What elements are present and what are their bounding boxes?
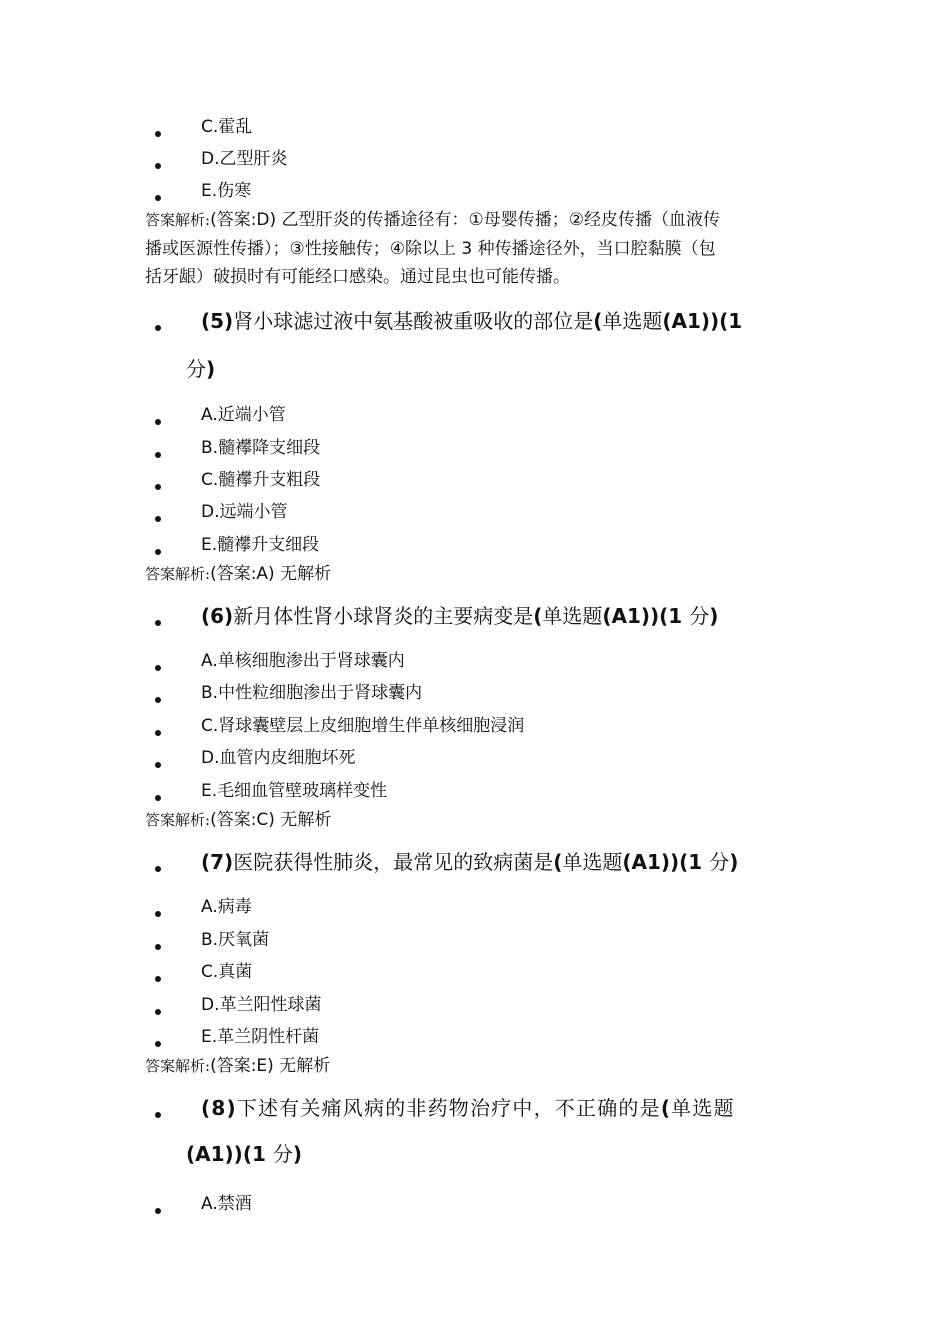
question-text: 医院获得性肺炎，最常见的致病菌是 <box>233 850 554 874</box>
question-stem <box>201 849 738 875</box>
bullet <box>155 976 161 982</box>
option-text: A.病毒 <box>201 897 252 917</box>
bullet <box>155 620 161 626</box>
analysis-text: (答案:E) 无解析 <box>210 1056 331 1076</box>
option-text: D.远端小管 <box>201 502 288 522</box>
score-unit: 分 <box>186 357 206 381</box>
analysis-label: 答案解析: <box>145 211 211 229</box>
question-number: (7) <box>201 850 234 874</box>
option-text: D.血管内皮细胞坏死 <box>201 748 356 768</box>
type-close: ) <box>709 604 719 628</box>
type-open: ( <box>533 604 543 628</box>
bullet <box>155 131 161 137</box>
type-open: ( <box>593 309 603 333</box>
bullet <box>155 484 161 490</box>
bullet <box>155 795 161 801</box>
type-close: ) <box>206 357 216 381</box>
bullet <box>155 419 161 425</box>
option-text: C.真菌 <box>201 962 253 982</box>
option-text: C.霍乱 <box>201 117 253 137</box>
answer-analysis <box>145 1055 330 1077</box>
answer-analysis <box>145 209 720 231</box>
bullet <box>155 549 161 555</box>
option-text: A.单核细胞渗出于肾球囊内 <box>201 651 405 671</box>
answer-analysis <box>145 809 331 831</box>
question-stem <box>201 1095 735 1121</box>
bullet <box>155 452 161 458</box>
option-text: E.伤寒 <box>201 181 252 201</box>
question-stem-cont <box>186 1141 302 1167</box>
question-stem <box>201 308 742 334</box>
score-unit: 分 <box>272 1142 293 1166</box>
analysis-text: (答案:C) 无解析 <box>210 810 332 830</box>
answer-analysis-line <box>145 238 716 260</box>
analysis-text: 括牙龈）破损时有可能经口感染。通过昆虫也可能传播。 <box>145 267 570 287</box>
option-text: B.厌氧菌 <box>201 930 270 950</box>
question-stem <box>201 603 718 629</box>
question-code: (A1))(1 <box>602 604 690 628</box>
option-text: D.乙型肝炎 <box>201 149 288 169</box>
question-text: 肾小球滤过液中氨基酸被重吸收的部位是 <box>233 309 594 333</box>
bullet <box>155 665 161 671</box>
option-text: B.中性粒细胞渗出于肾球囊内 <box>201 683 423 703</box>
question-type: 单选题 <box>542 604 603 628</box>
bullet <box>155 866 161 872</box>
question-type: 单选题 <box>671 1096 735 1120</box>
type-open: ( <box>553 850 563 874</box>
type-close: ) <box>729 850 739 874</box>
analysis-text: (答案:A) 无解析 <box>210 564 332 584</box>
answer-analysis-line <box>145 266 570 288</box>
bullet <box>155 1009 161 1015</box>
option-text: E.毛细血管壁玻璃样变性 <box>201 781 388 801</box>
bullet <box>155 1208 161 1214</box>
bullet <box>155 762 161 768</box>
analysis-label: 答案解析: <box>145 565 211 583</box>
score-unit: 分 <box>689 604 710 628</box>
option-text: C.髓襻升支粗段 <box>201 470 321 490</box>
question-code: (A1))(1 <box>186 1142 273 1166</box>
option-text: B.髓襻降支细段 <box>201 438 321 458</box>
option-text: D.革兰阳性球菌 <box>201 995 322 1015</box>
option-text: A.近端小管 <box>201 405 286 425</box>
option-text: E.髓襻升支细段 <box>201 535 320 555</box>
score-unit: 分 <box>709 850 730 874</box>
question-type: 单选题 <box>562 850 623 874</box>
bullet <box>155 325 161 331</box>
option-text: E.革兰阴性杆菌 <box>201 1027 320 1047</box>
bullet <box>155 944 161 950</box>
answer-analysis <box>145 563 331 585</box>
analysis-text: 播或医源性传播）；③性接触传；④除以上 3 种传播途径外，当口腔黏膜（包 <box>145 239 716 259</box>
bullet <box>155 697 161 703</box>
question-number: (6) <box>201 604 234 628</box>
bullet <box>155 1041 161 1047</box>
question-type: 单选题 <box>602 309 663 333</box>
question-text: 下述有关痛风病的非药物治疗中，不正确的是 <box>236 1096 661 1120</box>
option-text: C.肾球囊壁层上皮细胞增生伴单核细胞浸润 <box>201 716 525 736</box>
analysis-label: 答案解析: <box>145 1057 211 1075</box>
bullet <box>155 730 161 736</box>
question-stem-cont <box>186 356 215 382</box>
question-number: (5) <box>201 309 234 333</box>
bullet <box>155 195 161 201</box>
analysis-text: (答案:D) 乙型肝炎的传播途径有：①母婴传播；②经皮传播（血液传 <box>210 210 721 230</box>
question-text: 新月体性肾小球肾炎的主要病变是 <box>233 604 534 628</box>
bullet <box>155 911 161 917</box>
type-open: ( <box>660 1096 672 1120</box>
question-number: (8) <box>201 1096 237 1120</box>
type-close: ) <box>292 1142 302 1166</box>
bullet <box>155 516 161 522</box>
analysis-label: 答案解析: <box>145 811 211 829</box>
bullet <box>155 163 161 169</box>
option-text: A.禁酒 <box>201 1194 252 1214</box>
question-code: (A1))(1 <box>622 850 710 874</box>
bullet <box>155 1112 161 1118</box>
question-code: (A1))(1 <box>662 309 743 333</box>
